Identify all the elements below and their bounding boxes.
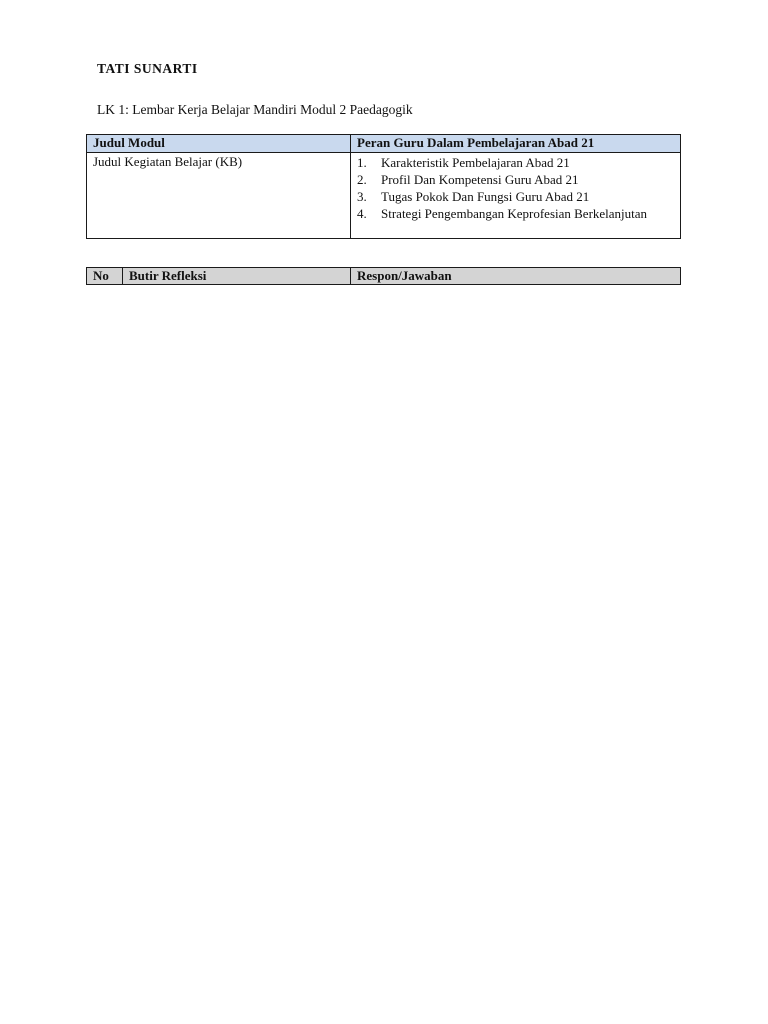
list-item-number: 3. [357,189,367,204]
reflection-table [86,267,681,285]
col-header-no: No [87,268,123,285]
module-table-header-right: Peran Guru Dalam Pembelajaran Abad 21 [351,135,681,153]
list-item-number: 4. [357,206,367,221]
list-item-text: Strategi Pengembangan Keprofesian Berkelanjutan [381,206,648,221]
list-item [357,154,680,171]
reflection-table-header-row [87,268,681,285]
module-table-header-left: Judul Modul [87,135,351,153]
list-item-text: Tugas Pokok Dan Fungsi Guru Abad 21 [381,189,590,204]
list-item-number: 1. [357,155,367,170]
kb-list [357,154,680,222]
module-table [86,134,681,239]
list-item [357,188,680,205]
list-item-number: 2. [357,172,367,187]
module-table-body-row [87,153,681,239]
worksheet-title: LK 1: Lembar Kerja Belajar Mandiri Modul 2 Paedagogik [97,102,413,117]
list-item-text: Profil Dan Kompetensi Guru Abad 21 [381,172,579,187]
col-header-butir-refleksi: Butir Refleksi [123,268,351,285]
list-item [357,171,680,188]
author-name: TATI SUNARTI [97,61,198,76]
kb-list-cell [351,153,681,239]
kb-row-label: Judul Kegiatan Belajar (KB) [87,153,351,239]
list-item-text: Karakteristik Pembelajaran Abad 21 [381,155,570,170]
module-table-header-row [87,135,681,153]
list-item [357,205,680,222]
col-header-respon-jawaban: Respon/Jawaban [351,268,681,285]
